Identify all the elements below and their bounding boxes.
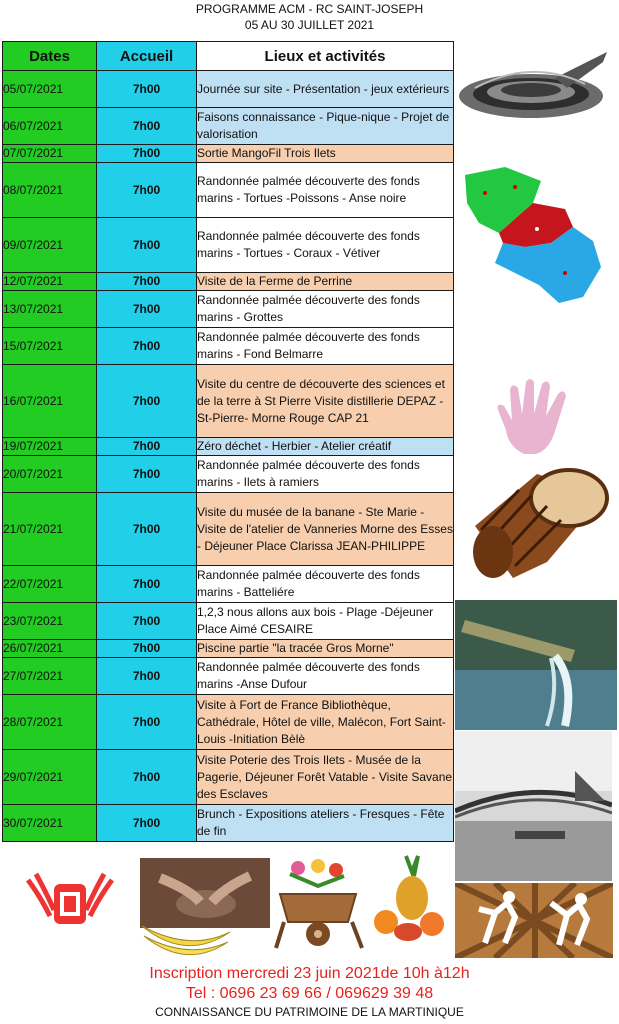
row-date: 28/07/2021 bbox=[3, 695, 97, 750]
row-activity: Faisons connaissance - Pique-nique - Projet de valorisation bbox=[197, 108, 454, 145]
table-row bbox=[3, 695, 454, 750]
table-row bbox=[3, 640, 454, 658]
table-header-row bbox=[3, 42, 454, 71]
header-title: PROGRAMME ACM - RC SAINT-JOSEPH bbox=[195, 2, 424, 16]
programme-table bbox=[2, 41, 454, 842]
row-accueil-time: 7h00 bbox=[97, 145, 197, 163]
row-accueil-time: 7h00 bbox=[97, 750, 197, 805]
drum-image bbox=[457, 466, 615, 586]
column-header-accueil: Accueil bbox=[97, 42, 197, 71]
table-row bbox=[3, 493, 454, 566]
dance-silhouettes-image bbox=[455, 883, 613, 958]
row-accueil-time: 7h00 bbox=[97, 603, 197, 640]
header-dates: 05 AU 30 JUILLET 2021 bbox=[244, 18, 375, 32]
wheelbarrow-flowers-image bbox=[270, 856, 370, 952]
row-activity: Visite du centre de découverte des sciences et de la terre à St Pierre Visite distillerie DEPAZ - St-Pierre- Morne Rouge CAP 21 bbox=[197, 365, 454, 438]
row-date: 20/07/2021 bbox=[3, 456, 97, 493]
bridge-photo-image bbox=[455, 731, 612, 881]
row-accueil-time: 7h00 bbox=[97, 273, 197, 291]
row-accueil-time: 7h00 bbox=[97, 108, 197, 145]
row-date: 13/07/2021 bbox=[3, 291, 97, 328]
column-header-activities: Lieux et activités bbox=[197, 42, 454, 71]
table-row bbox=[3, 328, 454, 365]
row-accueil-time: 7h00 bbox=[97, 566, 197, 603]
row-accueil-time: 7h00 bbox=[97, 218, 197, 273]
row-accueil-time: 7h00 bbox=[97, 291, 197, 328]
row-accueil-time: 7h00 bbox=[97, 456, 197, 493]
hand-image bbox=[494, 376, 588, 458]
row-accueil-time: 7h00 bbox=[97, 71, 197, 108]
row-activity: Randonnée palmée découverte des fonds marins - Tortues -Poissons - Anse noire bbox=[197, 163, 454, 218]
club-logo-image bbox=[20, 866, 120, 936]
water-bamboo-image bbox=[455, 600, 617, 730]
table-row bbox=[3, 658, 454, 695]
row-accueil-time: 7h00 bbox=[97, 695, 197, 750]
bananas-image bbox=[138, 918, 234, 960]
row-date: 19/07/2021 bbox=[3, 438, 97, 456]
row-date: 12/07/2021 bbox=[3, 273, 97, 291]
row-accueil-time: 7h00 bbox=[97, 658, 197, 695]
row-date: 07/07/2021 bbox=[3, 145, 97, 163]
row-activity: Randonnée palmée découverte des fonds marins -Anse Dufour bbox=[197, 658, 454, 695]
row-date: 16/07/2021 bbox=[3, 365, 97, 438]
row-accueil-time: 7h00 bbox=[97, 640, 197, 658]
row-activity: Randonnée palmée découverte des fonds marins - Tortues - Coraux - Vétiver bbox=[197, 218, 454, 273]
table-row bbox=[3, 291, 454, 328]
row-accueil-time: 7h00 bbox=[97, 438, 197, 456]
table-row bbox=[3, 218, 454, 273]
row-accueil-time: 7h00 bbox=[97, 805, 197, 842]
row-accueil-time: 7h00 bbox=[97, 365, 197, 438]
row-activity: Visite à Fort de France Bibliothèque, Cathédrale, Hôtel de ville, Malécon, Fort Saint-Louis -Initiation Bèlè bbox=[197, 695, 454, 750]
row-activity: Sortie MangoFil Trois Ilets bbox=[197, 145, 454, 163]
table-row bbox=[3, 145, 454, 163]
footer-subtitle: CONNAISSANCE DU PATRIMOINE DE LA MARTINIQUE bbox=[155, 1005, 464, 1019]
row-date: 29/07/2021 bbox=[3, 750, 97, 805]
row-activity: Brunch - Expositions ateliers - Fresques - Fête de fin bbox=[197, 805, 454, 842]
row-activity: Zéro déchet - Herbier - Atelier créatif bbox=[197, 438, 454, 456]
row-activity: Visite du musée de la banane - Ste Marie - Visite de l'atelier de Vanneries Morne des Esses - Déjeuner Place Clarissa JEAN-PHILIPPE bbox=[197, 493, 454, 566]
row-date: 08/07/2021 bbox=[3, 163, 97, 218]
row-accueil-time: 7h00 bbox=[97, 493, 197, 566]
table-row bbox=[3, 603, 454, 640]
table-row bbox=[3, 805, 454, 842]
row-activity: Randonnée palmée découverte des fonds marins - Batteliére bbox=[197, 566, 454, 603]
table-row bbox=[3, 438, 454, 456]
row-date: 26/07/2021 bbox=[3, 640, 97, 658]
row-activity: Randonnée palmée découverte des fonds marins - Ilets à ramiers bbox=[197, 456, 454, 493]
row-date: 23/07/2021 bbox=[3, 603, 97, 640]
row-date: 09/07/2021 bbox=[3, 218, 97, 273]
row-activity: Piscine partie "la tracée Gros Morne" bbox=[197, 640, 454, 658]
martinique-map-image bbox=[455, 163, 605, 313]
row-date: 22/07/2021 bbox=[3, 566, 97, 603]
table-row bbox=[3, 456, 454, 493]
table-row bbox=[3, 108, 454, 145]
row-activity: Randonnée palmée découverte des fonds marins - Grottes bbox=[197, 291, 454, 328]
table-row bbox=[3, 273, 454, 291]
column-header-dates: Dates bbox=[3, 42, 97, 71]
row-date: 21/07/2021 bbox=[3, 493, 97, 566]
row-accueil-time: 7h00 bbox=[97, 163, 197, 218]
page-header bbox=[0, 0, 619, 33]
row-activity: Journée sur site - Présentation - jeux extérieurs bbox=[197, 71, 454, 108]
row-date: 15/07/2021 bbox=[3, 328, 97, 365]
table-row bbox=[3, 163, 454, 218]
row-date: 27/07/2021 bbox=[3, 658, 97, 695]
table-row bbox=[3, 365, 454, 438]
inscription-text: Inscription mercredi 23 juin 2021de 10h à12h bbox=[149, 965, 470, 982]
table-row bbox=[3, 71, 454, 108]
woven-hat-image bbox=[455, 48, 613, 124]
row-activity: Randonnée palmée découverte des fonds marins - Fond Belmarre bbox=[197, 328, 454, 365]
row-date: 06/07/2021 bbox=[3, 108, 97, 145]
row-date: 05/07/2021 bbox=[3, 71, 97, 108]
phone-text: Tel : 0696 23 69 66 / 069629 39 48 bbox=[185, 985, 434, 1002]
row-activity: Visite Poterie des Trois Ilets - Musée de la Pagerie, Déjeuner Forêt Vatable - Visite Savane des Esclaves bbox=[197, 750, 454, 805]
fruits-image bbox=[372, 852, 450, 944]
row-accueil-time: 7h00 bbox=[97, 328, 197, 365]
row-activity: 1,2,3 nous allons aux bois - Plage -Déjeuner Place Aimé CESAIRE bbox=[197, 603, 454, 640]
table-row bbox=[3, 566, 454, 603]
row-date: 30/07/2021 bbox=[3, 805, 97, 842]
table-body bbox=[3, 71, 454, 842]
row-activity: Visite de la Ferme de Perrine bbox=[197, 273, 454, 291]
table-row bbox=[3, 750, 454, 805]
